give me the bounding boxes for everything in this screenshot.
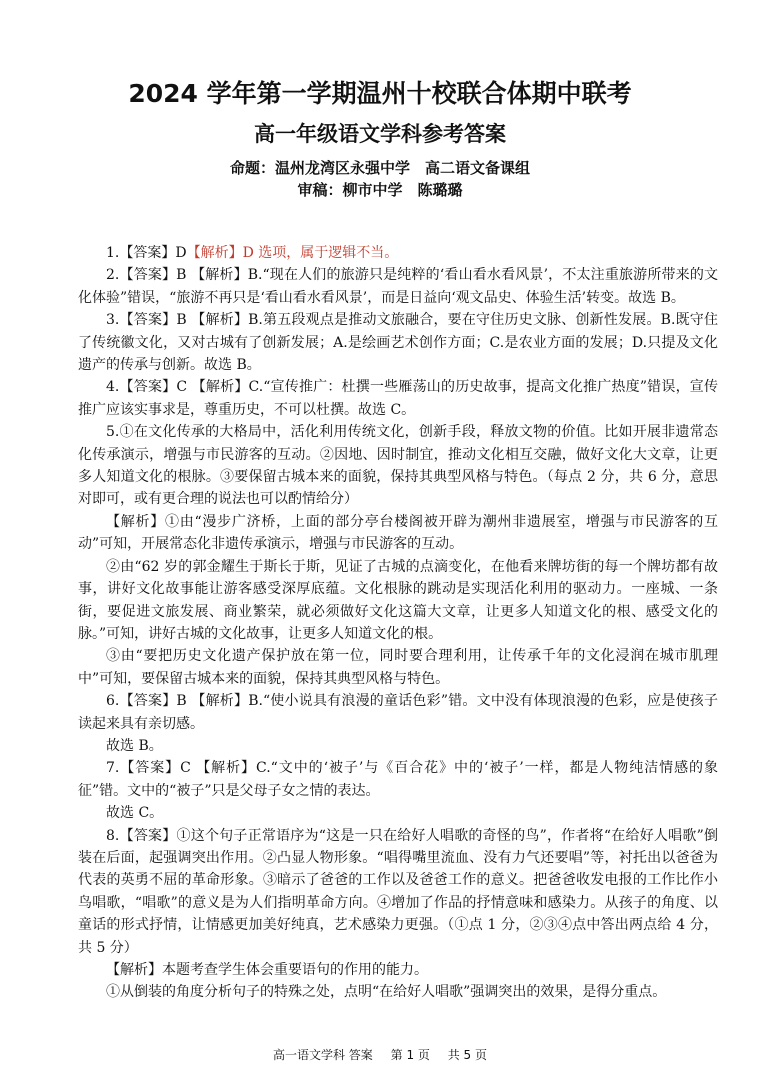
q5-analysis-2: ②由“62 岁的郭金耀生于斯长于斯，见证了古城的点滴变化，在他看来牌坊街的每一个牌坊都有故事，讲好文化故事能让游客感受深厚底蕴。文化根脉的跳动是实现活化利用的驱动力。一座城、一条街，要促进文旅发展、商业繁荣，就必须做好文化这篇大文章，让更多人知道文化的根、感受文化的脉。”可知，讲好古城的文化故事，让更多人知道文化的根。 (78, 558, 718, 642)
reviewer-line: 审稿：柳市中学 陈璐璐 (297, 181, 463, 199)
answer-q5: 5.①在文化传承的大格局中，活化利用传统文化，创新手段，释放文物的价值。比如开展非遗常态化传承演示，增强与市民游客的互动。②因地、因时制宜，推动文化相互交融，做好文化大文章，让更多人知道文化的根脉。③要保留古城本来的面貌，保持其典型风格与特色。（每点 2 分，共 6 分，意思对即可，或有更合理的说法也可以酌情给分） (78, 424, 718, 508)
answer-q7: 7.【答案】C 【解析】C.“文中的‘被子’与《百合花》中的‘被子’一样，都是人物纯洁情感的象征”错。文中的“被子”只是父母子女之情的表达。 (78, 760, 718, 799)
q1-analysis: 【解析】D 选项，属于逻辑不当。 (186, 245, 399, 261)
answer-q2: 2.【答案】B 【解析】B.“现在人们的旅游只是纯粹的‘看山看水看风景’，不太注重旅游所带来的文化体验”错误，“旅游不再只是‘看山看水看风景’，而是日益向‘观文品史、体验生活’转变。故选 B。 (78, 267, 718, 306)
author-line: 命题：温州龙湾区永强中学 高二语文备课组 (229, 159, 530, 177)
q5-analysis-3: ③由“要把历史文化遗产保护放在第一位，同时要合理利用，让传承千年的文化浸润在城市肌理中”可知，要保留古城本来的面貌，保持其典型风格与特色。 (78, 648, 718, 687)
q8-analysis-1: 【解析】本题考查学生体会重要语句的作用的能力。 (106, 962, 428, 978)
answer-q6: 6.【答案】B 【解析】B.“使小说具有浪漫的童话色彩”错。文中没有体现浪漫的色彩，应是使孩子读起来具有亲切感。 (78, 693, 718, 732)
answer-q8: 8.【答案】①这个句子正常语序为“这是一只在给好人唱歌的奇怪的鸟”，作者将“在给好人唱歌”倒装在后面，起强调突出作用。②凸显人物形象。“唱得嘴里流血、没有力气还要唱”等，衬托出以爸爸为代表的英勇不屈的革命形象。③暗示了爸爸的工作以及爸爸工作的意义。把爸爸收发电报的工作比作小鸟唱歌，“唱歌”的意义是为人们指明革命方向。④增加了作品的抒情意味和感染力。从孩子的角度、以童话的形式抒情，让情感更加美好纯真，艺术感染力更强。（①点 1 分，②③④点中答出两点给 4 分，共 5 分） (78, 827, 718, 956)
answer-q1 (78, 242, 718, 264)
footer-page-number: 第 1 页 (390, 1048, 430, 1062)
answer-body (78, 242, 718, 1004)
exam-title: 2024 学年第一学期温州十校联合体期中联考 (128, 79, 632, 108)
q1-answer-label: 1.【答案】D (106, 245, 187, 261)
answer-q3: 3.【答案】B 【解析】B.第五段观点是推动文旅融合，要在守住历史文脉、创新性发展。B.既守住了传统徽文化，又对古城有了创新发展；A.是绘画艺术创作方面；C.是农业方面的发展；D.只提及文化遗产的传承与创新。故选 B。 (78, 312, 718, 374)
footer-subject: 高一语文学科 答案 (272, 1048, 373, 1062)
q8-analysis-2: ①从倒装的角度分析句子的特殊之处，点明“在给好人唱歌”强调突出的效果，是得分重点。 (106, 984, 667, 1001)
q7-conclusion: 故选 C。 (106, 805, 164, 822)
answer-q4: 4.【答案】C 【解析】C.“宣传推广：杜撰一些雁荡山的历史故事，提高文化推广热度”错误，宣传推广应该实事求是，尊重历史，不可以杜撰。故选 C。 (78, 379, 718, 418)
q5-analysis-1: 【解析】①由“漫步广济桥，上面的部分亭台楼阁被开辟为潮州非遗展室，增强与市民游客的互动”可知，开展常态化非遗传承演示，增强与市民游客的互动。 (78, 513, 718, 553)
q6-conclusion: 故选 B。 (106, 737, 163, 754)
page-footer (0, 1046, 760, 1063)
document-subtitle: 高一年级语文学科参考答案 (254, 122, 506, 146)
footer-total-pages: 共 5 页 (447, 1048, 487, 1062)
